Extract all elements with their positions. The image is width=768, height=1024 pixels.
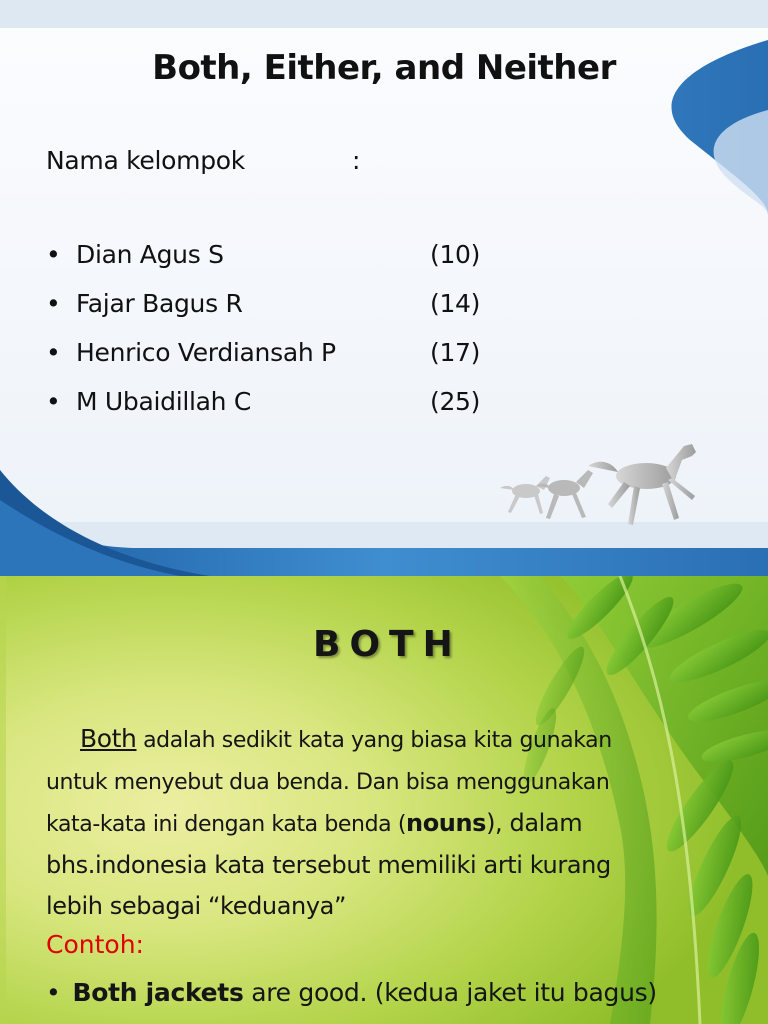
member-name: M Ubaidillah C — [76, 387, 252, 416]
member-number: (14) — [430, 289, 481, 318]
list-item — [46, 387, 506, 436]
bullet: • — [46, 240, 61, 269]
bullet: • — [46, 289, 61, 318]
example-bold-text: Both jackets — [72, 978, 244, 1007]
slide-heading: BOTH — [313, 624, 462, 665]
member-number: (10) — [430, 240, 481, 269]
paragraph-text: untuk menyebut dua benda. Dan bisa menggunakan — [46, 770, 610, 795]
bullet: • — [46, 978, 61, 1007]
paragraph-text: kata-kata ini dengan kata benda ( — [46, 812, 407, 837]
member-name: Dian Agus S — [76, 240, 224, 269]
list-item — [46, 240, 506, 289]
both-slide — [0, 576, 768, 1024]
paragraph-text: adalah sedikit kata yang biasa kita gunakan — [136, 728, 612, 753]
paragraph-text: lebih sebagai “keduanya” — [46, 892, 346, 920]
paragraph-text: ), dalam — [486, 809, 583, 837]
bullet: • — [46, 387, 61, 416]
keyword-nouns: nouns — [406, 809, 487, 837]
example-label: Contoh: — [46, 930, 144, 959]
group-label: Nama kelompok — [46, 146, 245, 175]
horses-icon — [496, 438, 704, 528]
member-name: Henrico Verdiansah P — [76, 338, 336, 367]
example-text: are good. (kedua jaket itu bagus) — [243, 978, 657, 1007]
paragraph-text: bhs.indonesia kata tersebut memiliki arti kurang — [46, 851, 611, 879]
keyword-both: Both — [80, 724, 137, 753]
group-colon: : — [352, 146, 361, 175]
bullet: • — [46, 338, 61, 367]
list-item — [46, 338, 506, 387]
definition-paragraph — [46, 718, 736, 927]
slide-title: Both, Either, and Neither — [152, 48, 616, 88]
list-item — [46, 289, 506, 338]
member-number: (25) — [430, 387, 481, 416]
member-list — [46, 240, 506, 436]
member-number: (17) — [430, 338, 481, 367]
member-name: Fajar Bagus R — [76, 289, 243, 318]
example-item — [46, 978, 657, 1007]
